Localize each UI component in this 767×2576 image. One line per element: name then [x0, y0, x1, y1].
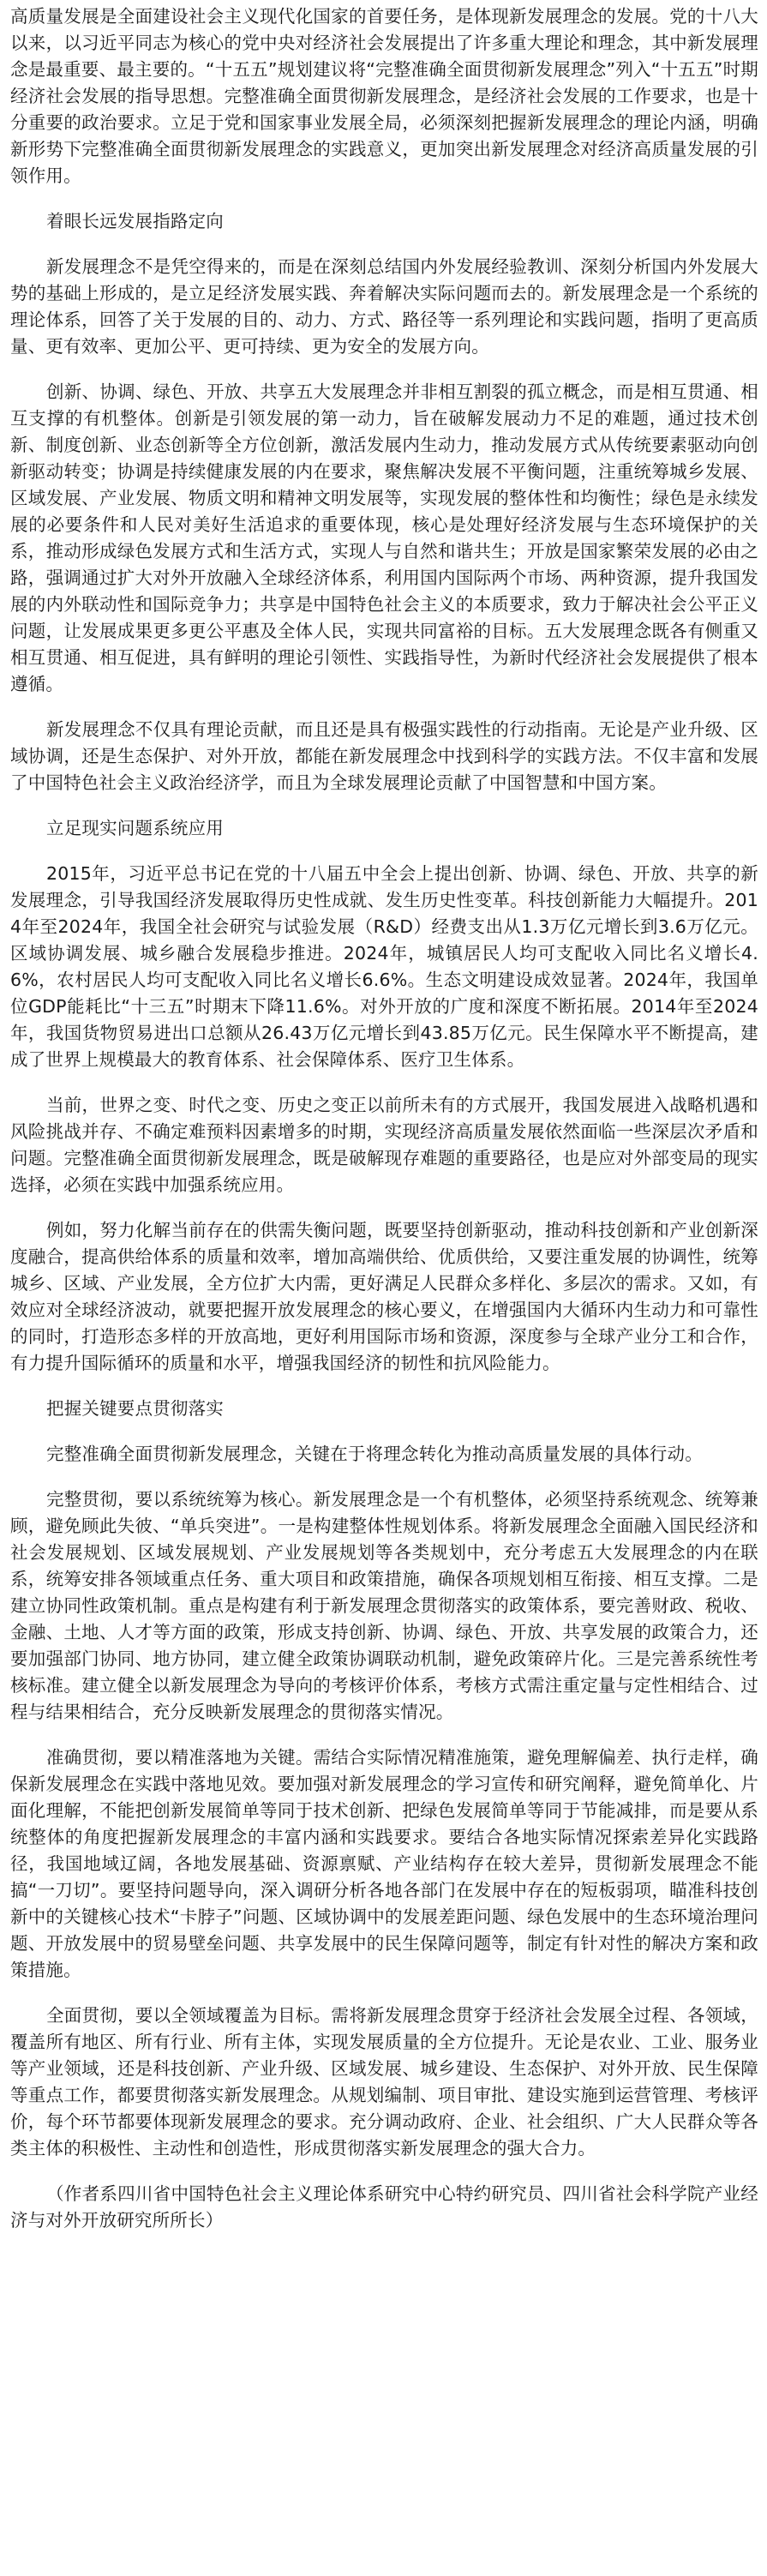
body-paragraph: 全面贯彻，要以全领域覆盖为目标。需将新发展理念贯穿于经济社会发展全过程、各领域，覆盖所有地区、所有行业、所有主体，实现发展质量的全方位提升。无论是农业、工业、服务业等产业领域，还是科技创新、产业升级、区域发展、城乡建设、生态保护、对外开放、民生保障等重点工作，都要贯彻落实新发展理念。从规划编制、项目审批、建设实施到运营管理、考核评价，每个环节都要体现新发展理念的要求。充分调动政府、企业、社会组织、广大人民群众等各类主体的积极性、主动性和创造性，形成贯彻落实新发展理念的强大合力。	[10, 2005, 758, 2159]
body-paragraph: 创新、协调、绿色、开放、共享五大发展理念并非相互割裂的孤立概念，而是相互贯通、相互支撑的有机整体。创新是引领发展的第一动力，旨在破解发展动力不足的难题，通过技术创新、制度创新、业态创新等全方位创新，激活发展内生动力，推动发展方式从传统要素驱动向创新驱动转变；协调是持续健康发展的内在要求，聚焦解决发展不平衡问题，注重统筹城乡发展、区域发展、产业发展、物质文明和精神文明发展等，实现发展的整体性和均衡性；绿色是永续发展的必要条件和人民对美好生活追求的重要体现，核心是处理好经济发展与生态环境保护的关系，推动形成绿色发展方式和生活方式，实现人与自然和谐共生；开放是国家繁荣发展的必由之路，强调通过扩大对外开放融入全球经济体系，利用国内国际两个市场、两种资源，提升我国发展的内外联动性和国际竞争力；共享是中国特色社会主义的本质要求，致力于解决社会公平正义问题，让发展成果更多更公平惠及全体人民，实现共同富裕的目标。五大发展理念既各有侧重又相互贯通、相互促进，具有鲜明的理论引领性、实践指导性，为新时代经济社会发展提供了根本遵循。	[10, 381, 758, 694]
body-paragraph: 例如，努力化解当前存在的供需失衡问题，既要坚持创新驱动，推动科技创新和产业创新深度融合，提高供给体系的质量和效率，增加高端供给、优质供给，又要注重发展的协调性，统筹城乡、区域、产业发展，全方位扩大内需，更好满足人民群众多样化、多层次的需求。又如，有效应对全球经济波动，就要把握开放发展理念的核心要义，在增强国内大循环内生动力和可靠性的同时，打造形态多样的开放高地，更好利用国际市场和资源，深度参与全球产业分工和合作，有力提升国际循环的质量和水平，增强我国经济的韧性和抗风险能力。	[10, 1220, 758, 1373]
body-paragraph: 完整准确全面贯彻新发展理念，关键在于将理念转化为推动高质量发展的具体行动。	[46, 1444, 703, 1464]
body-paragraph: 新发展理念不是凭空得来的，而是在深刻总结国内外发展经验教训、深刻分析国内外发展大势的基础上形成的，是立足经济发展实践、奔着解决实际问题而去的。新发展理念是一个系统的理论体系，回答了关于发展的目的、动力、方式、路径等一系列理论和实践问题，指明了更高质量、更有效率、更加公平、更可持续、更为安全的发展方向。	[10, 256, 758, 357]
section-heading: 立足现实问题系统应用	[46, 818, 224, 838]
body-paragraph: 完整贯彻，要以系统统筹为核心。新发展理念是一个有机整体，必须坚持系统观念、统筹兼顾，避免顾此失彼、“单兵突进”。一是构建整体性规划体系。将新发展理念全面融入国民经济和社会发展规划、区域发展规划、产业发展规划等各类规划中，充分考虑五大发展理念的内在联系，统筹安排各领域重点任务、重大项目和政策措施，确保各项规划相互衔接、相互支撑。二是建立协同性政策机制。重点是构建有利于新发展理念贯彻落实的政策体系，要完善财政、税收、金融、土地、人才等方面的政策，形成支持创新、协调、绿色、开放、共享发展的政策合力，还要加强部门协同、地方协同，建立健全政策协调联动机制，避免政策碎片化。三是完善系统性考核标准。建立健全以新发展理念为导向的考核评价体系，考核方式需注重定量与定性相结合、过程与结果相结合，充分反映新发展理念的贯彻落实情况。	[10, 1489, 758, 1722]
body-paragraph: 新发展理念不仅具有理论贡献，而且还是具有极强实践性的行动指南。无论是产业升级、区域协调，还是生态保护、对外开放，都能在新发展理念中找到科学的实践方法。不仅丰富和发展了中国特色社会主义政治经济学，而且为全球发展理论贡献了中国智慧和中国方案。	[10, 719, 758, 793]
body-paragraph: 当前，世界之变、时代之变、历史之变正以前所未有的方式展开，我国发展进入战略机遇和风险挑战并存、不确定难预料因素增多的时期，实现经济高质量发展依然面临一些深层次矛盾和问题。完整准确全面贯彻新发展理念，既是破解现存难题的重要路径，也是应对外部变局的现实选择，必须在实践中加强系统应用。	[10, 1095, 758, 1195]
body-paragraph: 准确贯彻，要以精准落地为关键。需结合实际情况精准施策，避免理解偏差、执行走样，确保新发展理念在实践中落地见效。要加强对新发展理念的学习宣传和研究阐释，避免简单化、片面化理解，不能把创新发展简单等同于技术创新、把绿色发展简单等同于节能减排，而是要从系统整体的角度把握新发展理念的丰富内涵和实践要求。要结合各地实际情况探索差异化实践路径，我国地域辽阔，各地发展基础、资源禀赋、产业结构存在较大差异，贯彻新发展理念不能搞“一刀切”。要坚持问题导向，深入调研分析各地各部门在发展中存在的短板弱项，瞄准科技创新中的关键核心技术“卡脖子”问题、区域协调中的发展差距问题、绿色发展中的生态环境治理问题、开放发展中的贸易壁垒问题、共享发展中的民生保障问题等，制定有针对性的解决方案和政策措施。	[10, 1747, 758, 1980]
intro-paragraph: 高质量发展是全面建设社会主义现代化国家的首要任务，是体现新发展理念的发展。党的十八大以来，以习近平同志为核心的党中央对经济社会发展提出了许多重大理论和理念，其中新发展理念是最重要、最主要的。“十五五”规划建议将“完整准确全面贯彻新发展理念”列入“十五五”时期经济社会发展的指导思想。完整准确全面贯彻新发展理念，是经济社会发展的工作要求，也是十分重要的政治要求。立足于党和国家事业发展全局，必须深刻把握新发展理念的理论内涵，明确新形势下完整准确全面贯彻新发展理念的实践意义，更加突出新发展理念对经济高质量发展的引领作用。	[10, 6, 758, 186]
body-paragraph: 2015年，习近平总书记在党的十八届五中全会上提出创新、协调、绿色、开放、共享的新发展理念，引导我国经济发展取得历史性成就、发生历史性变革。科技创新能力大幅提升。2014年至2024年，我国全社会研究与试验发展（R&D）经费支出从1.3万亿元增长到3.6万亿元。区域协调发展、城乡融合发展稳步推进。2024年，城镇居民人均可支配收入同比名义增长4.6%，农村居民人均可支配收入同比名义增长6.6%。生态文明建设成效显著。2024年，我国单位GDP能耗比“十三五”时期末下降11.6%。对外开放的广度和深度不断拓展。2014年至2024年，我国货物贸易进出口总额从26.43万亿元增长到43.85万亿元。民生保障水平不断提高，建成了世界上规模最大的教育体系、社会保障体系、医疗卫生体系。	[10, 863, 758, 1070]
section-heading: 着眼长远发展指路定向	[46, 211, 224, 231]
section-heading: 把握关键要点贯彻落实	[46, 1398, 224, 1419]
author-byline: （作者系四川省中国特色社会主义理论体系研究中心特约研究员、四川省社会科学院产业经济与对外开放研究所所长）	[10, 2183, 758, 2231]
